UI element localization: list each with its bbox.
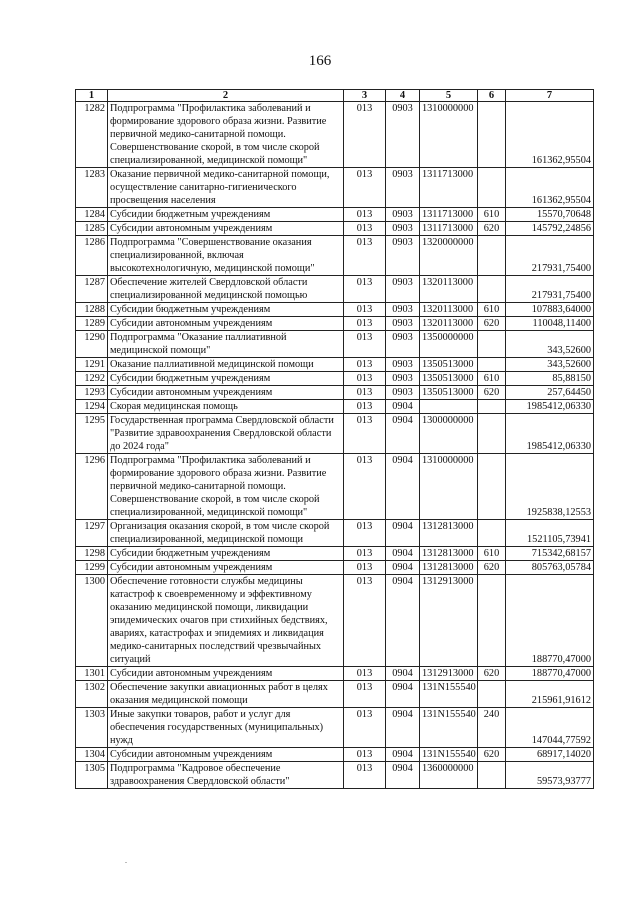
table-row (76, 414, 594, 454)
table-row (76, 667, 594, 681)
table-row (76, 400, 594, 414)
section-code-cell: 0904 (386, 414, 420, 454)
column-header-5: 5 (420, 90, 478, 102)
amount-cell: 145792,24856 (506, 222, 594, 236)
section-code-cell: 0903 (386, 276, 420, 303)
expense-type-cell (478, 331, 506, 358)
expense-type-cell: 620 (478, 386, 506, 400)
target-code-cell: 1350513000 (420, 358, 478, 372)
expense-type-cell (478, 762, 506, 789)
row-number-cell: 1301 (76, 667, 108, 681)
column-header-2: 2 (108, 90, 344, 102)
expense-type-cell (478, 400, 506, 414)
section-code-cell: 0904 (386, 708, 420, 748)
expense-type-cell (478, 414, 506, 454)
table-row (76, 520, 594, 547)
expense-type-cell: 240 (478, 708, 506, 748)
section-code-cell: 0904 (386, 681, 420, 708)
target-code-cell: 1310000000 (420, 102, 478, 168)
expense-type-cell (478, 681, 506, 708)
expense-type-cell: 620 (478, 561, 506, 575)
amount-cell: 59573,93777 (506, 762, 594, 789)
item-name-cell: Оказание первичной медико-санитарной помощи, осуществление санитарно-гигиенического просвещения населения (108, 168, 344, 208)
amount-cell: 1925838,12553 (506, 454, 594, 520)
row-number-cell: 1294 (76, 400, 108, 414)
amount-cell: 217931,75400 (506, 236, 594, 276)
table-body (76, 102, 594, 789)
target-code-cell: 131N155540 (420, 748, 478, 762)
item-name-cell: Субсидии автономным учреждениям (108, 667, 344, 681)
expense-type-cell: 620 (478, 222, 506, 236)
table-row (76, 547, 594, 561)
section-code-cell: 0903 (386, 317, 420, 331)
ministry-code-cell: 013 (344, 168, 386, 208)
target-code-cell: 1320113000 (420, 276, 478, 303)
amount-cell: 1985412,06330 (506, 400, 594, 414)
expense-type-cell (478, 358, 506, 372)
ministry-code-cell: 013 (344, 708, 386, 748)
expense-type-cell: 610 (478, 208, 506, 222)
row-number-cell: 1292 (76, 372, 108, 386)
amount-cell: 715342,68157 (506, 547, 594, 561)
table-row (76, 236, 594, 276)
item-name-cell: Иные закупки товаров, работ и услуг для обеспечения государственных (муниципальных) нужд (108, 708, 344, 748)
section-code-cell: 0904 (386, 762, 420, 789)
target-code-cell: 1312913000 (420, 667, 478, 681)
item-name-cell: Подпрограмма "Профилактика заболеваний и формирование здорового образа жизни. Развитие первичной медико-санитарной помощи. Совершенствование скорой, в том числе скорой специализированной, медицинской помощи" (108, 454, 344, 520)
amount-cell: 188770,47000 (506, 575, 594, 667)
amount-cell: 1521105,73941 (506, 520, 594, 547)
ministry-code-cell: 013 (344, 236, 386, 276)
row-number-cell: 1285 (76, 222, 108, 236)
row-number-cell: 1297 (76, 520, 108, 547)
table-row (76, 208, 594, 222)
table-row (76, 454, 594, 520)
table-row (76, 102, 594, 168)
target-code-cell: 1312813000 (420, 520, 478, 547)
table-row (76, 222, 594, 236)
ministry-code-cell: 013 (344, 454, 386, 520)
ministry-code-cell: 013 (344, 762, 386, 789)
table-row (76, 708, 594, 748)
amount-cell: 1985412,06330 (506, 414, 594, 454)
row-number-cell: 1296 (76, 454, 108, 520)
table-row (76, 303, 594, 317)
section-code-cell: 0904 (386, 575, 420, 667)
scan-speck (125, 862, 127, 863)
ministry-code-cell: 013 (344, 276, 386, 303)
ministry-code-cell: 013 (344, 358, 386, 372)
ministry-code-cell: 013 (344, 102, 386, 168)
expense-type-cell: 620 (478, 667, 506, 681)
target-code-cell: 1300000000 (420, 414, 478, 454)
table-row (76, 762, 594, 789)
ministry-code-cell: 013 (344, 575, 386, 667)
amount-cell: 107883,64000 (506, 303, 594, 317)
table-row (76, 561, 594, 575)
table-row (76, 331, 594, 358)
target-code-cell: 131N155540 (420, 681, 478, 708)
item-name-cell: Организация оказания скорой, в том числе скорой специализированной, медицинской помощи (108, 520, 344, 547)
section-code-cell: 0904 (386, 547, 420, 561)
expense-type-cell (478, 454, 506, 520)
amount-cell: 110048,11400 (506, 317, 594, 331)
expense-type-cell: 610 (478, 547, 506, 561)
ministry-code-cell: 013 (344, 331, 386, 358)
expense-type-cell: 620 (478, 317, 506, 331)
target-code-cell: 1360000000 (420, 762, 478, 789)
item-name-cell: Оказание паллиативной медицинской помощи (108, 358, 344, 372)
expense-type-cell: 610 (478, 372, 506, 386)
target-code-cell: 131N155540 (420, 708, 478, 748)
section-code-cell: 0903 (386, 386, 420, 400)
item-name-cell: Субсидии автономным учреждениям (108, 317, 344, 331)
section-code-cell: 0903 (386, 303, 420, 317)
amount-cell: 15570,70648 (506, 208, 594, 222)
table-row (76, 358, 594, 372)
ministry-code-cell: 013 (344, 222, 386, 236)
table-row (76, 681, 594, 708)
section-code-cell: 0903 (386, 236, 420, 276)
expense-type-cell (478, 276, 506, 303)
expense-type-cell (478, 168, 506, 208)
table-row (76, 168, 594, 208)
item-name-cell: Субсидии автономным учреждениям (108, 748, 344, 762)
amount-cell: 257,64450 (506, 386, 594, 400)
ministry-code-cell: 013 (344, 372, 386, 386)
page-number: 166 (308, 53, 332, 69)
row-number-cell: 1302 (76, 681, 108, 708)
row-number-cell: 1290 (76, 331, 108, 358)
item-name-cell: Субсидии автономным учреждениям (108, 222, 344, 236)
ministry-code-cell: 013 (344, 547, 386, 561)
table-row (76, 276, 594, 303)
row-number-cell: 1293 (76, 386, 108, 400)
row-number-cell: 1284 (76, 208, 108, 222)
row-number-cell: 1303 (76, 708, 108, 748)
target-code-cell: 1310000000 (420, 454, 478, 520)
target-code-cell: 1312813000 (420, 547, 478, 561)
section-code-cell: 0904 (386, 561, 420, 575)
item-name-cell: Подпрограмма "Совершенствование оказания специализированной, включая высокотехнологичную, медицинской помощи" (108, 236, 344, 276)
row-number-cell: 1282 (76, 102, 108, 168)
target-code-cell: 1312913000 (420, 575, 478, 667)
amount-cell: 85,88150 (506, 372, 594, 386)
item-name-cell: Подпрограмма "Оказание паллиативной медицинской помощи" (108, 331, 344, 358)
table-row (76, 386, 594, 400)
item-name-cell: Субсидии бюджетным учреждениям (108, 208, 344, 222)
expense-type-cell (478, 236, 506, 276)
target-code-cell: 1320113000 (420, 317, 478, 331)
ministry-code-cell: 013 (344, 400, 386, 414)
target-code-cell: 1312813000 (420, 561, 478, 575)
target-code-cell: 1311713000 (420, 222, 478, 236)
ministry-code-cell: 013 (344, 386, 386, 400)
item-name-cell: Субсидии бюджетным учреждениям (108, 372, 344, 386)
table-header-row (76, 90, 594, 102)
target-code-cell: 1311713000 (420, 168, 478, 208)
row-number-cell: 1305 (76, 762, 108, 789)
expense-type-cell (478, 575, 506, 667)
column-header-7: 7 (506, 90, 594, 102)
amount-cell: 161362,95504 (506, 102, 594, 168)
row-number-cell: 1286 (76, 236, 108, 276)
section-code-cell: 0903 (386, 372, 420, 386)
section-code-cell: 0903 (386, 168, 420, 208)
section-code-cell: 0903 (386, 102, 420, 168)
item-name-cell: Субсидии бюджетным учреждениям (108, 303, 344, 317)
row-number-cell: 1299 (76, 561, 108, 575)
section-code-cell: 0903 (386, 222, 420, 236)
expense-type-cell (478, 102, 506, 168)
ministry-code-cell: 013 (344, 681, 386, 708)
row-number-cell: 1291 (76, 358, 108, 372)
item-name-cell: Обеспечение готовности службы медицины катастроф к своевременному и эффективному оказанию медицинской помощи, ликвидации эпидемических очагов при стихийных бедствиях, авариях, катастрофах и эпидемиях и ликвидация медико-санитарных последствий чрезвычайных ситуаций (108, 575, 344, 667)
ministry-code-cell: 013 (344, 208, 386, 222)
section-code-cell: 0904 (386, 454, 420, 520)
item-name-cell: Государственная программа Свердловской области "Развитие здравоохранения Свердловской области до 2024 года" (108, 414, 344, 454)
section-code-cell: 0904 (386, 667, 420, 681)
section-code-cell: 0904 (386, 520, 420, 547)
item-name-cell: Субсидии автономным учреждениям (108, 561, 344, 575)
ministry-code-cell: 013 (344, 317, 386, 331)
row-number-cell: 1295 (76, 414, 108, 454)
amount-cell: 68917,14020 (506, 748, 594, 762)
target-code-cell (420, 400, 478, 414)
amount-cell: 147044,77592 (506, 708, 594, 748)
ministry-code-cell: 013 (344, 303, 386, 317)
amount-cell: 343,52600 (506, 358, 594, 372)
table-row (76, 748, 594, 762)
amount-cell: 161362,95504 (506, 168, 594, 208)
target-code-cell: 1350513000 (420, 386, 478, 400)
amount-cell: 343,52600 (506, 331, 594, 358)
item-name-cell: Обеспечение закупки авиационных работ в целях оказания медицинской помощи (108, 681, 344, 708)
column-header-4: 4 (386, 90, 420, 102)
amount-cell: 805763,05784 (506, 561, 594, 575)
item-name-cell: Субсидии автономным учреждениям (108, 386, 344, 400)
row-number-cell: 1288 (76, 303, 108, 317)
row-number-cell: 1283 (76, 168, 108, 208)
budget-table (75, 89, 594, 789)
table-row (76, 372, 594, 386)
target-code-cell: 1350513000 (420, 372, 478, 386)
ministry-code-cell: 013 (344, 520, 386, 547)
ministry-code-cell: 013 (344, 667, 386, 681)
expense-type-cell: 620 (478, 748, 506, 762)
section-code-cell: 0903 (386, 331, 420, 358)
column-header-6: 6 (478, 90, 506, 102)
amount-cell: 215961,91612 (506, 681, 594, 708)
row-number-cell: 1300 (76, 575, 108, 667)
table-row (76, 317, 594, 331)
item-name-cell: Подпрограмма "Кадровое обеспечение здравоохранения Свердловской области" (108, 762, 344, 789)
amount-cell: 188770,47000 (506, 667, 594, 681)
section-code-cell: 0904 (386, 748, 420, 762)
row-number-cell: 1289 (76, 317, 108, 331)
section-code-cell: 0903 (386, 208, 420, 222)
target-code-cell: 1350000000 (420, 331, 478, 358)
amount-cell: 217931,75400 (506, 276, 594, 303)
row-number-cell: 1298 (76, 547, 108, 561)
item-name-cell: Скорая медицинская помощь (108, 400, 344, 414)
row-number-cell: 1287 (76, 276, 108, 303)
section-code-cell: 0903 (386, 358, 420, 372)
item-name-cell: Подпрограмма "Профилактика заболеваний и формирование здорового образа жизни. Развитие первичной медико-санитарной помощи. Совершенствование скорой, в том числе скорой специализированной, медицинской помощи" (108, 102, 344, 168)
target-code-cell: 1320113000 (420, 303, 478, 317)
target-code-cell: 1320000000 (420, 236, 478, 276)
table-row (76, 575, 594, 667)
ministry-code-cell: 013 (344, 561, 386, 575)
row-number-cell: 1304 (76, 748, 108, 762)
item-name-cell: Субсидии бюджетным учреждениям (108, 547, 344, 561)
section-code-cell: 0904 (386, 400, 420, 414)
target-code-cell: 1311713000 (420, 208, 478, 222)
item-name-cell: Обеспечение жителей Свердловской области специализированной медицинской помощью (108, 276, 344, 303)
ministry-code-cell: 013 (344, 748, 386, 762)
column-header-3: 3 (344, 90, 386, 102)
expense-type-cell (478, 520, 506, 547)
ministry-code-cell: 013 (344, 414, 386, 454)
column-header-1: 1 (76, 90, 108, 102)
expense-type-cell: 610 (478, 303, 506, 317)
